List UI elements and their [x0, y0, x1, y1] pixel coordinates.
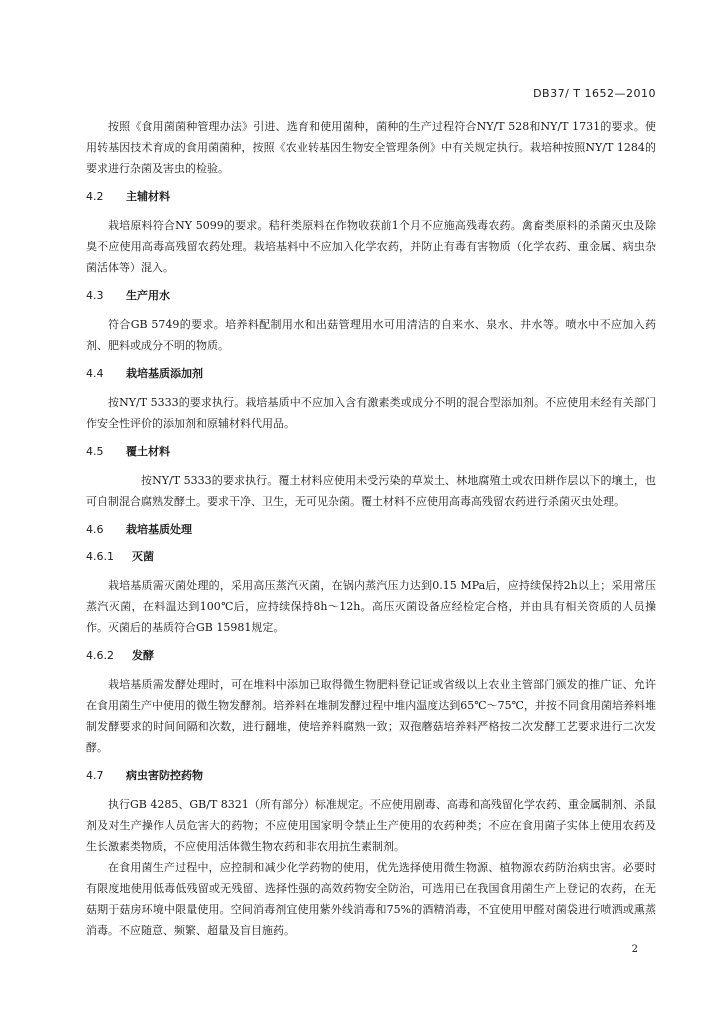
- section-paragraph: 按NY/T 5333的要求执行。覆土材料应使用未受污染的草炭土、林地腐殖土或农田耕作层以下的壤土，也可自制混合腐熟发酵土。要求干净、卫生，无可见杂菌。覆土材料不应使用高毒高残留农药进行杀菌灭虫处理。: [86, 474, 656, 508]
- section-title: 栽培基质添加剂: [126, 367, 203, 380]
- section-title: 生产用水: [126, 289, 170, 302]
- section-number: 4.2: [86, 190, 104, 203]
- section-paragraph: 执行GB 4285、GB/T 8321（所有部分）标准规定。不应使用剧毒、高毒和高残留化学农药、重金属制剂、杀鼠剂及对生产操作人员危害大的药物；不应使用国家明令禁止生产使用的农药种类；不应在食用菌子实体上使用农药及生长激素类物质，不应使用活体微生物农药和非农用抗生素制剂。: [86, 798, 656, 853]
- section-heading-4-7: [86, 767, 656, 785]
- section-heading-4-3: [86, 287, 656, 305]
- standard-code: DB37/ T 1652—2010: [533, 87, 656, 100]
- section-number: 4.7: [86, 769, 104, 782]
- section-heading-4-2: [86, 188, 656, 206]
- section-paragraph: 栽培基质需灭菌处理的，采用高压蒸汽灭菌，在锅内蒸汽压力达到0.15 MPa后，应持续保持2h以上；采用常压蒸汽灭菌，在料温达到100℃后，应持续保持8h～12h。高压灭菌设备应经检定合格，并由具有相关资质的人员操作。灭菌后的基质符合GB 15981规定。: [86, 579, 656, 634]
- section-paragraph: 栽培基质需发酵处理时，可在堆料中添加已取得微生物肥料登记证或省级以上农业主管部门颁发的推广证、允许在食用菌生产中使用的微生物发酵剂。培养料在堆制发酵过程中堆内温度达到65℃～75℃，并按不同食用菌培养料堆制发酵要求的时间间隔和次数，进行翻堆，使培养料腐熟一致；双孢蘑菇培养料严格按二次发酵工艺要求进行二次发酵。: [86, 678, 656, 754]
- section-heading-4-6: [86, 521, 656, 539]
- section-paragraph: 符合GB 5749的要求。培养料配制用水和出菇管理用水可用清洁的自来水、泉水、井水等。喷水中不应加入药剂、肥料或成分不明的物质。: [86, 318, 656, 352]
- section-paragraph: 栽培原料符合NY 5099的要求。秸秆类原料在作物收获前1个月不应施高残毒农药。禽畜类原料的杀菌灭虫及除臭不应使用高毒高残留农药处理。栽培基料中不应加入化学农药，并防止有毒有害物质（化学农药、重金属、病虫杂菌活体等）混入。: [86, 219, 656, 274]
- section-heading-4-4: [86, 365, 656, 383]
- page-number: 2: [631, 944, 638, 955]
- section-heading-4-5: [86, 443, 656, 461]
- intro-paragraph: 按照《食用菌菌种管理办法》引进、选育和使用菌种，菌种的生产过程符合NY/T 528和NY/T 1731的要求。使用转基因技术育成的食用菌菌种，按照《农业转基因生物安全管理条例》中有关规定执行。栽培种按照NY/T 1284的要求进行杂菌及害虫的检验。: [86, 120, 656, 175]
- section-number: 4.5: [86, 445, 104, 458]
- section-paragraph: 按NY/T 5333的要求执行。栽培基质中不应加入含有激素类或成分不明的混合型添加剂。不应使用未经有关部门作安全性评价的添加剂和原辅材料代用品。: [86, 396, 656, 430]
- section-title: 发酵: [132, 649, 154, 662]
- section-paragraph: 在食用菌生产过程中，应控制和减少化学药物的使用，优先选择使用微生物源、植物源农药防治病虫害。必要时有限度地使用低毒低残留或无残留、选择性强的高效药物安全防治，可选用已在我国食用菌生产上登记的农药，在无菇期于菇房环境中限量使用。空间消毒剂宜使用紫外线消毒和75%的酒精消毒，不宜使用甲醛对菌袋进行喷洒或熏蒸消毒。不应随意、频繁、超量及盲目施药。: [86, 861, 656, 937]
- section-title: 病虫害防控药物: [126, 769, 203, 782]
- document-body: [86, 116, 656, 950]
- section-title: 灭菌: [132, 550, 154, 563]
- section-number: 4.6.2: [86, 649, 114, 662]
- section-number: 4.6: [86, 523, 104, 536]
- section-number: 4.6.1: [86, 550, 114, 563]
- section-title: 栽培基质处理: [126, 523, 192, 536]
- section-heading-4-6-1: [86, 548, 656, 566]
- section-title: 主辅材料: [126, 190, 170, 203]
- section-number: 4.3: [86, 289, 104, 302]
- section-heading-4-6-2: [86, 647, 656, 665]
- section-title: 覆土材料: [126, 445, 170, 458]
- section-number: 4.4: [86, 367, 104, 380]
